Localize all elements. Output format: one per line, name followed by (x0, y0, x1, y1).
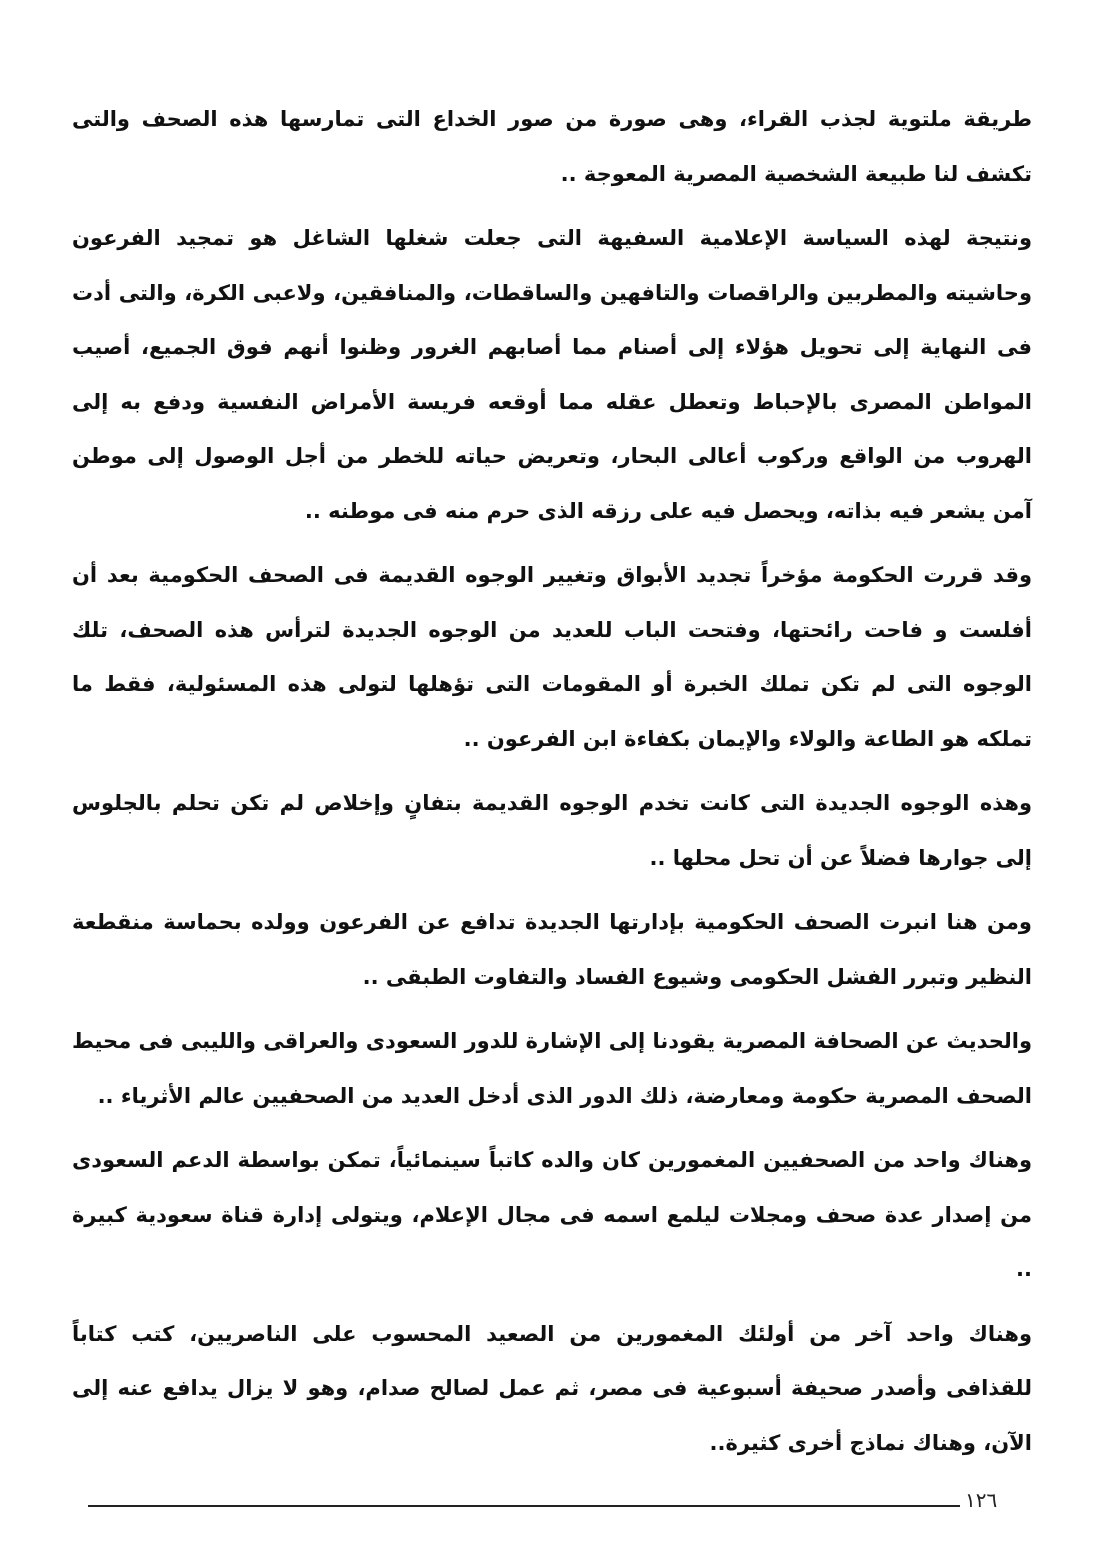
paragraph-2: ونتيجة لهذه السياسة الإعلامية السفيهة التى جعلت شغلها الشاغل هو تمجيد الفرعون وحاشيته والمطربين والراقصات والتافهين والساقطات، والمنافقين، ولاعبى الكرة، والتى أدت فى النهاية إلى تحويل هؤلاء إلى أصنام مما أصابهم الغرور وظنوا أنهم فوق الجميع، أصيب المواطن المصرى بالإحباط وتعطل عقله مما أوقعه فريسة الأمراض النفسية ودفع به إلى الهروب من الواقع وركوب أعالى البحار، وتعريض حياته للخطر من أجل الوصول إلى موطن آمن يشعر فيه بذاته، ويحصل فيه على رزقه الذى حرم منه فى موطنه .. (72, 226, 1032, 523)
paragraph-1: طريقة ملتوية لجذب القراء، وهى صورة من صور الخداع التى تمارسها هذه الصحف والتى تكشف لنا طبيعة الشخصية المصرية المعوجة .. (72, 107, 1032, 186)
page-body (72, 92, 1032, 1480)
paragraph-7: وهناك واحد من الصحفيين المغمورين كان والده كاتباً سينمائياً، تمكن بواسطة الدعم السعودى من إصدار عدة صحف ومجلات ليلمع اسمه فى مجال الإعلام، ويتولى إدارة قناة سعودية كبيرة .. (72, 1148, 1032, 1281)
footer-divider (88, 1505, 960, 1507)
paragraph-4: وهذه الوجوه الجديدة التى كانت تخدم الوجوه القديمة بتفانٍ وإخلاص لم تكن تحلم بالجلوس إلى جوارها فضلاً عن أن تحل محلها .. (72, 791, 1032, 870)
paragraph-6: والحديث عن الصحافة المصرية يقودنا إلى الإشارة للدور السعودى والعراقى والليبى فى محيط الصحف المصرية حكومة ومعارضة، ذلك الدور الذى أدخل العديد من الصحفيين عالم الأثرياء .. (72, 1029, 1032, 1108)
paragraph-5: ومن هنا انبرت الصحف الحكومية بإدارتها الجديدة تدافع عن الفرعون وولده بحماسة منقطعة النظير وتبرر الفشل الحكومى وشيوع الفساد والتفاوت الطبقى .. (72, 910, 1032, 989)
paragraph-8: وهناك واحد آخر من أولئك المغمورين من الصعيد المحسوب على الناصريين، كتب كتاباً للقذافى وأصدر صحيفة أسبوعية فى مصر، ثم عمل لصالح صدام، وهو لا يزال يدافع عنه إلى الآن، وهناك نماذج أخرى كثيرة.. (72, 1321, 1032, 1455)
page-number: ١٢٦ (965, 1488, 998, 1512)
paragraph-3: وقد قررت الحكومة مؤخراً تجديد الأبواق وتغيير الوجوه القديمة فى الصحف الحكومية بعد أن أفلست و فاحت رائحتها، وفتحت الباب للعديد من الوجوه الجديدة لترأس هذه الصحف، تلك الوجوه التى لم تكن تملك الخبرة أو المقومات التى تؤهلها لتولى هذه المسئولية، فقط ما تملكه هو الطاعة والولاء والإيمان بكفاءة ابن الفرعون .. (72, 563, 1032, 751)
